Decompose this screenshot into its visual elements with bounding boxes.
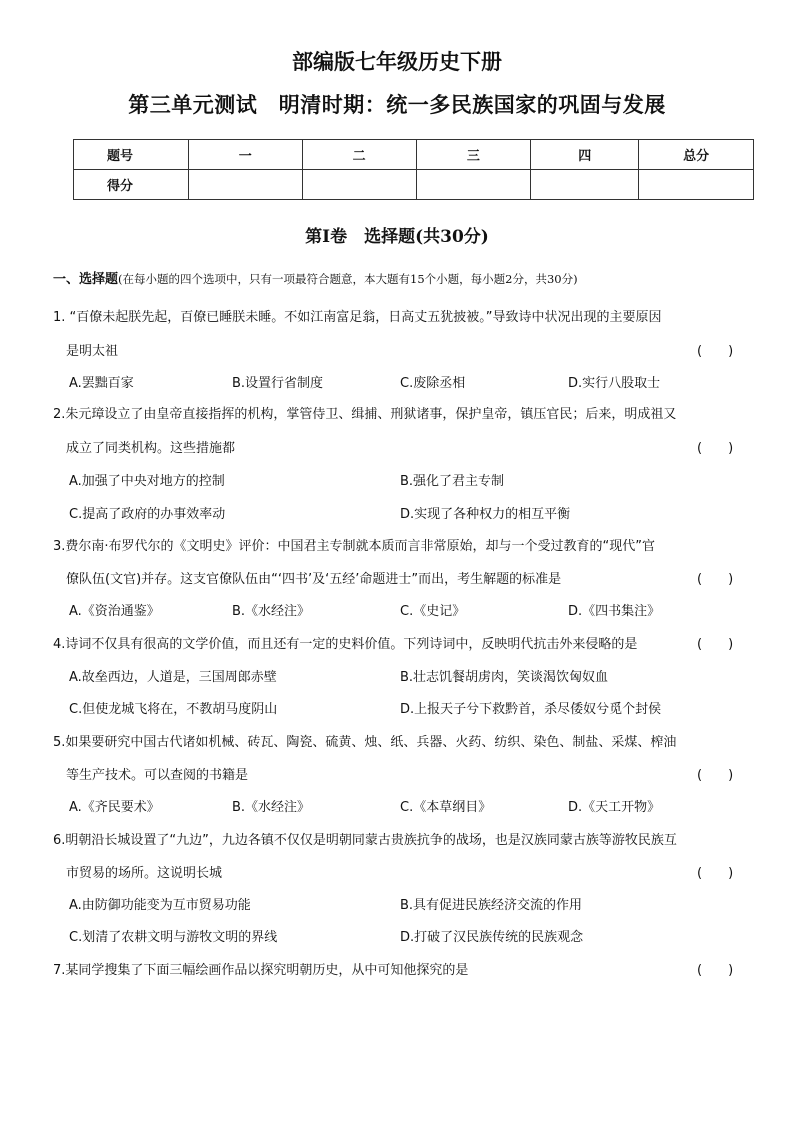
score-row-label: 得分 [74,170,189,200]
option-4a: A.故垒西边，人道是，三国周郎赤壁 [69,670,277,685]
score-header-cell: 一 [188,140,302,170]
option-2d: D.实现了各种权力的相互平衡 [400,507,571,522]
answer-blank-6[interactable]: ( ) [697,866,734,881]
option-2a: A.加强了中央对地方的控制 [69,474,225,489]
answer-blank-2[interactable]: ( ) [697,441,734,456]
option-1a: A.罢黜百家 [69,376,134,391]
option-6b: B.具有促进民族经济交流的作用 [400,898,583,913]
answer-blank-7[interactable]: ( ) [697,963,734,978]
option-5c: C.《本草纲目》 [400,800,492,815]
question-6-line-1: 6.明朝沿长城设置了“九边”，九边各镇不仅仅是明朝同蒙古贵族抗争的战场，也是汉族同蒙古族等游牧民族互 [53,833,677,848]
question-1-line-2: 是明太祖 [66,344,119,359]
score-cell[interactable] [188,170,302,200]
question-3-line-1: 3.费尔南·布罗代尔的《文明史》评价：中国君主专制就本质而言非常原始，却与一个受过教育的“现代”官 [53,539,656,554]
question-4-line-1: 4.诗词不仅具有很高的文学价值，而且还有一定的史料价值。下列诗词中，反映明代抗击外来侵略的是 [53,637,638,652]
question-5-line-2: 等生产技术。可以查阅的书籍是 [66,768,249,783]
option-1c: C.废除丞相 [400,376,466,391]
option-4b: B.壮志饥餐胡虏肉，笑谈渴饮匈奴血 [400,670,609,685]
option-4d: D.上报天子兮下救黔首，杀尽倭奴兮觅个封侯 [400,702,662,717]
option-4c: C.但使龙城飞将在，不教胡马度阴山 [69,702,278,717]
score-header-cell: 总分 [639,140,754,170]
section-title: 第Ⅰ卷 选择题(共30分) [305,227,489,247]
score-header-cell: 二 [302,140,416,170]
option-5b: B.《水经注》 [232,800,311,815]
part-label: 一、选择题 [53,272,119,287]
option-3a: A.《资治通鉴》 [69,604,160,619]
score-table-score-row [74,170,754,200]
option-3b: B.《水经注》 [232,604,311,619]
score-header-cell: 三 [416,140,531,170]
part-note: (在每小题的四个选项中，只有一项最符合题意，本大题有15个小题，每小题2分，共30分) [118,272,578,286]
score-table [73,139,754,200]
answer-blank-3[interactable]: ( ) [697,572,734,587]
question-3-line-2: 僚队伍(文官)并存。这支官僚队伍由“‘四书’及‘五经’命题进士”而出，考生解题的标准是 [66,572,562,587]
option-2c: C.提高了政府的办事效率动 [69,507,226,522]
page-title: 部编版七年级历史下册 [292,50,502,74]
option-6c: C.划清了农耕文明与游牧文明的界线 [69,930,278,945]
page-subtitle: 第三单元测试 明清时期：统一多民族国家的巩固与发展 [128,93,666,117]
question-1-line-1: 1. “百僚未起朕先起，百僚已睡朕未睡。不如江南富足翁，日高丈五犹披被。”导致诗中状况出现的主要原因 [53,310,662,325]
option-6a: A.由防御功能变为互市贸易功能 [69,898,251,913]
answer-blank-1[interactable]: ( ) [697,344,734,359]
option-5a: A.《齐民要术》 [69,800,160,815]
part-instructions [53,268,578,287]
score-cell[interactable] [639,170,754,200]
score-cell[interactable] [531,170,639,200]
score-header-cell: 题号 [74,140,189,170]
answer-blank-4[interactable]: ( ) [697,637,734,652]
option-6d: D.打破了汉民族传统的民族观念 [400,930,584,945]
score-table-header-row [74,140,754,170]
score-cell[interactable] [302,170,416,200]
score-header-cell: 四 [531,140,639,170]
question-2-line-1: 2.朱元璋设立了由皇帝直接指挥的机构，掌管侍卫、缉捕、刑狱诸事，保护皇帝，镇压官民；后来，明成祖又 [53,407,677,422]
question-5-line-1: 5.如果要研究中国古代诸如机械、砖瓦、陶瓷、硫黄、烛、纸、兵器、火药、纺织、染色、制盐、采煤、榨油 [53,735,677,750]
question-7-line-1: 7.某同学搜集了下面三幅绘画作品以探究明朝历史，从中可知他探究的是 [53,963,469,978]
option-2b: B.强化了君主专制 [400,474,505,489]
option-3d: D.《四书集注》 [568,604,661,619]
option-3c: C.《史记》 [400,604,466,619]
question-2-line-2: 成立了同类机构。这些措施都 [66,441,236,456]
option-1b: B.设置行省制度 [232,376,324,391]
option-5d: D.《天工开物》 [568,800,661,815]
score-cell[interactable] [416,170,531,200]
option-1d: D.实行八股取士 [568,376,661,391]
answer-blank-5[interactable]: ( ) [697,768,734,783]
question-6-line-2: 市贸易的场所。这说明长城 [66,866,223,881]
